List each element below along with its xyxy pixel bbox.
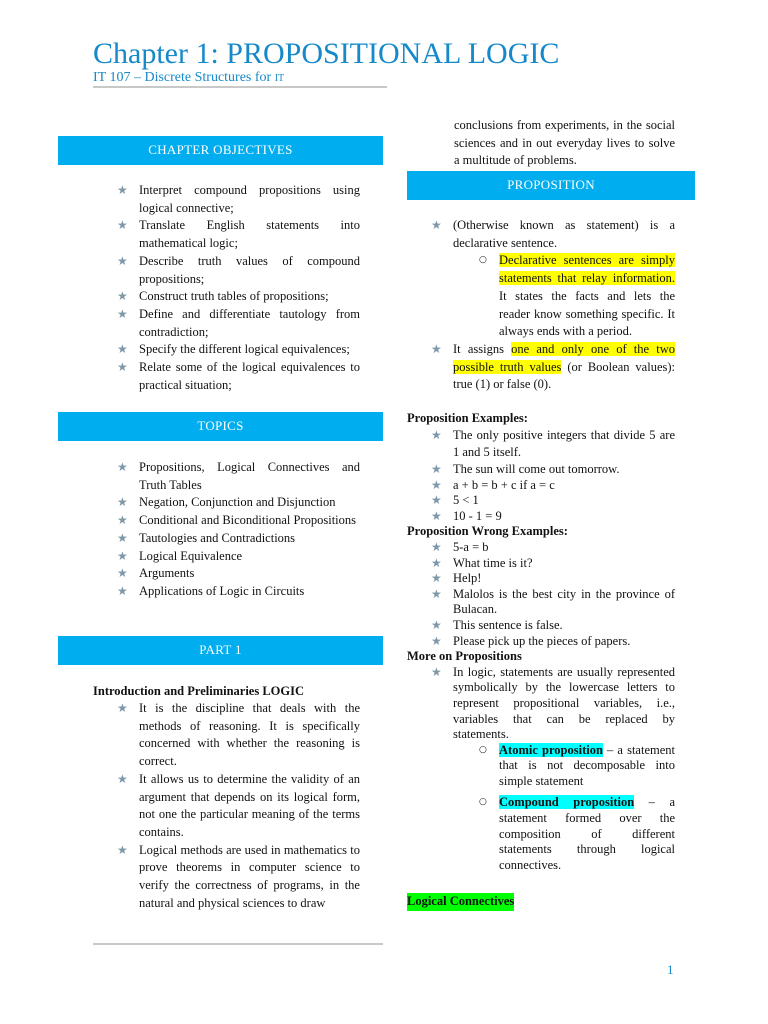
list-item (117, 359, 360, 394)
list-item-text: It assigns (453, 341, 512, 356)
list-item-text: Translate English statements into mathematical logic; (139, 218, 360, 251)
star-icon: ★ (431, 462, 442, 476)
star-icon: ★ (117, 289, 128, 304)
list-item-text: The only positive integers that divide 5 are 1 and 5 itself. (453, 427, 675, 460)
list-item-text: Please pick up the pieces of papers. (453, 633, 631, 648)
list-item (117, 288, 360, 306)
list-item-text: (or Boolean values): true (1) or false (0). (453, 359, 675, 392)
part1-heading: PART 1 (58, 636, 383, 665)
list-item (431, 509, 675, 525)
course-subtitle (93, 70, 284, 87)
wrong-examples-heading: Proposition Wrong Examples: (407, 524, 568, 539)
part1-list (117, 700, 360, 912)
star-icon: ★ (431, 664, 442, 679)
list-item (117, 253, 360, 288)
list-item-text: 5-a = b (453, 539, 489, 554)
star-icon: ★ (431, 539, 442, 554)
more-propositions-heading: More on Propositions (407, 649, 522, 664)
list-item (431, 478, 675, 494)
star-icon: ★ (117, 218, 128, 233)
list-item-text: 10 - 1 = 9 (453, 508, 502, 523)
list-item (431, 341, 675, 394)
sub-list (477, 743, 675, 874)
list-item-text: This sentence is false. (453, 617, 563, 632)
list-item (117, 512, 360, 530)
star-icon: ★ (117, 583, 128, 598)
header-rule (93, 86, 387, 88)
list-item-text: Propositions, Logical Connectives and Truth Tables (139, 460, 360, 492)
list-item-text: It is the discipline that deals with the methods of reasoning. It is specifically concerned with whether the reasoning is correct. (139, 701, 360, 769)
star-icon: ★ (117, 460, 128, 474)
list-item-text: Applications of Logic in Circuits (139, 583, 305, 598)
star-icon: ★ (431, 218, 442, 232)
atomic-term: Atomic proposition (499, 742, 603, 757)
list-item (117, 583, 360, 601)
list-item-text: Arguments (139, 566, 195, 581)
star-icon: ★ (117, 342, 128, 357)
sub-list (477, 252, 675, 341)
star-icon: ★ (431, 477, 442, 492)
list-item (431, 556, 675, 572)
list-item (431, 665, 675, 874)
list-item (117, 341, 360, 359)
list-item-text: The sun will come out tomorrow. (453, 462, 620, 476)
list-item (117, 182, 360, 217)
list-item-text: a + b = b + c if a = c (453, 477, 555, 492)
continuation-text: conclusions from experiments, in the social sciences and in out everyday lives to solve a multitude of problems. (454, 118, 675, 168)
list-item (117, 530, 360, 548)
compound-term: Compound proposition (499, 795, 635, 810)
list-item-text: Malolos is the best city in the province of Bulacan. (453, 586, 675, 617)
list-item (117, 494, 360, 512)
circle-icon: ○ (479, 797, 487, 808)
logical-connectives-heading: Logical Connectives (407, 893, 514, 911)
star-icon: ★ (117, 360, 128, 375)
star-icon: ★ (431, 586, 442, 601)
list-item (117, 842, 360, 913)
list-item-text: It allows us to determine the validity of an argument that depends on its logical form, not one the particular meaning of the terms contains. (139, 771, 360, 839)
list-item-text: – a statement formed over the composition of different statements through logical connectives. (499, 795, 675, 872)
highlighted-text: Declarative sentences are simply statements that relay information. (499, 253, 675, 286)
topics-heading: TOPICS (58, 412, 383, 441)
circle-icon: ○ (479, 744, 487, 755)
list-item (431, 540, 675, 556)
list-item-text: Negation, Conjunction and Disjunction (139, 495, 336, 510)
course-subtitle-tail: IT (274, 73, 285, 84)
list-item (431, 493, 675, 509)
part1-subheading: Introduction and Preliminaries LOGIC (93, 684, 305, 698)
list-item (431, 427, 675, 462)
topics-list (117, 459, 360, 601)
star-icon: ★ (117, 530, 128, 545)
list-item-text: In logic, statements are usually represented symbolically by the lowercase letters to represent propositional variables, i.e., variables that can be replaced by statements. (453, 664, 675, 742)
list-item-text: Interpret compound propositions using logical connective; (139, 183, 360, 215)
list-item (431, 587, 675, 618)
list-item-text: 5 < 1 (453, 493, 479, 508)
list-item-text: Define and differentiate tautology from contradiction; (139, 306, 360, 339)
star-icon: ★ (431, 508, 442, 523)
list-item (431, 217, 675, 341)
examples-list (431, 427, 675, 525)
right-col-lower (407, 411, 675, 873)
list-item (431, 634, 675, 650)
list-item-text: Specify the different logical equivalences; (139, 342, 350, 357)
list-item-text: Logical Equivalence (139, 548, 243, 563)
footer-rule (93, 943, 383, 945)
list-item-text: Help! (453, 571, 482, 586)
star-icon: ★ (431, 555, 442, 570)
list-item-text: Logical methods are used in mathematics to prove theorems in computer science to verify the correctness of programs, in the natural and physical sciences to draw (139, 842, 360, 910)
star-icon: ★ (431, 341, 442, 356)
wrong-examples-list (431, 540, 675, 649)
objectives-list (117, 182, 360, 394)
list-item (117, 217, 360, 252)
star-icon: ★ (431, 427, 442, 442)
sub-list-item (477, 795, 675, 873)
list-item (117, 306, 360, 341)
star-icon: ★ (117, 253, 128, 268)
star-icon: ★ (431, 571, 442, 586)
star-icon: ★ (117, 842, 128, 857)
list-item-text: Construct truth tables of propositions; (139, 289, 329, 304)
list-item-text: It states the facts and lets the reader know something specific. It always ends with a period. (499, 288, 675, 339)
star-icon: ★ (117, 566, 128, 581)
star-icon: ★ (117, 701, 128, 715)
list-item (431, 571, 675, 587)
list-item (117, 459, 360, 494)
list-item (117, 771, 360, 842)
star-icon: ★ (117, 548, 128, 563)
star-icon: ★ (117, 306, 128, 321)
circle-icon: ○ (479, 255, 487, 266)
more-propositions-list (431, 665, 675, 874)
list-item-text: Relate some of the logical equivalences to practical situation; (139, 360, 360, 392)
list-item (117, 565, 360, 583)
star-icon: ★ (431, 493, 442, 508)
proposition-list (431, 217, 675, 394)
star-icon: ★ (117, 513, 128, 528)
star-icon: ★ (117, 771, 128, 786)
highlighted-text: one and only one of the two possible truth values (453, 341, 675, 374)
list-item-text: – a statement that is not decomposable into simple statement (499, 742, 675, 788)
proposition-heading: PROPOSITION (407, 171, 695, 200)
sub-list-item (477, 252, 675, 341)
course-subtitle-main: IT 107 – Discrete Structures for (93, 70, 275, 85)
star-icon: ★ (117, 183, 128, 197)
star-icon: ★ (431, 633, 442, 648)
sub-list-item (477, 743, 675, 790)
star-icon: ★ (117, 495, 128, 510)
page-title: Chapter 1: PROPOSITIONAL LOGIC (93, 37, 560, 70)
list-item-text: (Otherwise known as statement) is a declarative sentence. (453, 218, 675, 250)
star-icon: ★ (431, 617, 442, 632)
page-number: 1 (667, 962, 674, 977)
list-item (117, 700, 360, 771)
list-item (431, 618, 675, 634)
list-item (431, 462, 675, 478)
list-item-text: What time is it? (453, 555, 533, 570)
list-item-text: Describe truth values of compound propositions; (139, 253, 360, 286)
objectives-heading: CHAPTER OBJECTIVES (58, 136, 383, 165)
list-item-text: Conditional and Biconditional Propositions (139, 513, 357, 528)
list-item-text: Tautologies and Contradictions (139, 530, 296, 545)
examples-heading: Proposition Examples: (407, 411, 528, 425)
list-item (117, 548, 360, 566)
